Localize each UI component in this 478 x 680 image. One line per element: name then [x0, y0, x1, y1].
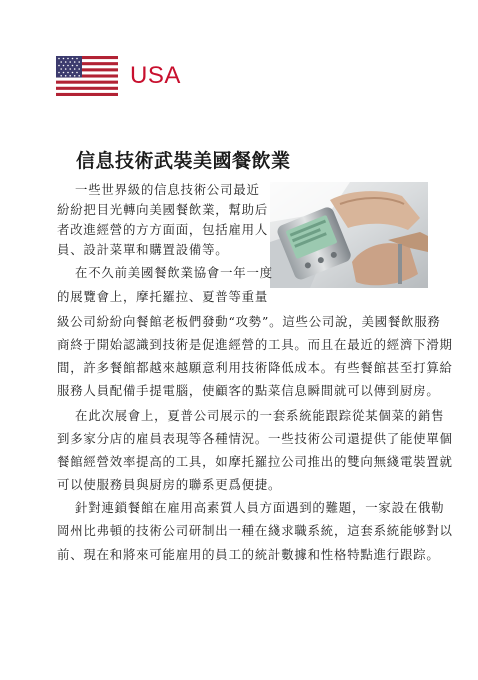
article-line: 在此次展會上，夏普公司展示的一套系統能跟踪從某個菜的銷售: [75, 408, 445, 423]
article-line: 針對連鎖餐館在雇用高素質人員方面遇到的難題，一家設在俄勒: [75, 500, 445, 515]
article-line: 餐館經營效率提高的工具，如摩托羅拉公司推出的雙向無綫電裝置就: [57, 454, 453, 469]
article-line: 服務人員配備手提電腦，使顧客的點菜信息瞬間就可以傳到厨房。: [57, 383, 440, 398]
article-line: 員、設計菜單和購置設備等。: [57, 242, 229, 257]
article-line: 級公司紛紛向餐館老板們發動“攻勢”。這些公司說，美國餐飲服務: [57, 314, 441, 329]
article-line: 一些世界級的信息技術公司最近: [75, 182, 260, 197]
us-flag-icon: [56, 56, 118, 96]
page-header: [56, 56, 181, 96]
country-label: USA: [130, 62, 181, 89]
article-line: 的展覽會上，摩托羅拉、夏普等重量: [57, 289, 269, 304]
article-line: 到多家分店的雇員表現等各種情況。一些技術公司還提供了能使單個: [57, 431, 453, 446]
article-line: 間，許多餐館都越來越願意利用技術降低成本。有些餐館甚至打算給: [57, 360, 453, 375]
article-line: 前、現在和將來可能雇用的員工的統計數據和性格特點進行跟踪。: [57, 547, 440, 562]
article-line: 可以使服務員與厨房的聯系更爲便捷。: [57, 477, 282, 492]
article-line: 商終于開始認識到技術是促進經營的工具。而且在最近的經濟下滑期: [57, 337, 453, 352]
article-line: 者改進經營的方方面面，包括雇用人: [57, 222, 269, 237]
article-line: 紛紛把目光轉向美國餐飲業，幫助后: [57, 202, 269, 217]
article-line: 在不久前美國餐飲業協會一年一度: [75, 265, 273, 280]
handheld-device-photo: [270, 182, 428, 288]
article-title: 信息技術武裝美國餐飲業: [76, 150, 291, 172]
article-line: 岡州比弗頓的技術公司研制出一種在綫求職系統，這套系統能够對以: [57, 523, 453, 538]
